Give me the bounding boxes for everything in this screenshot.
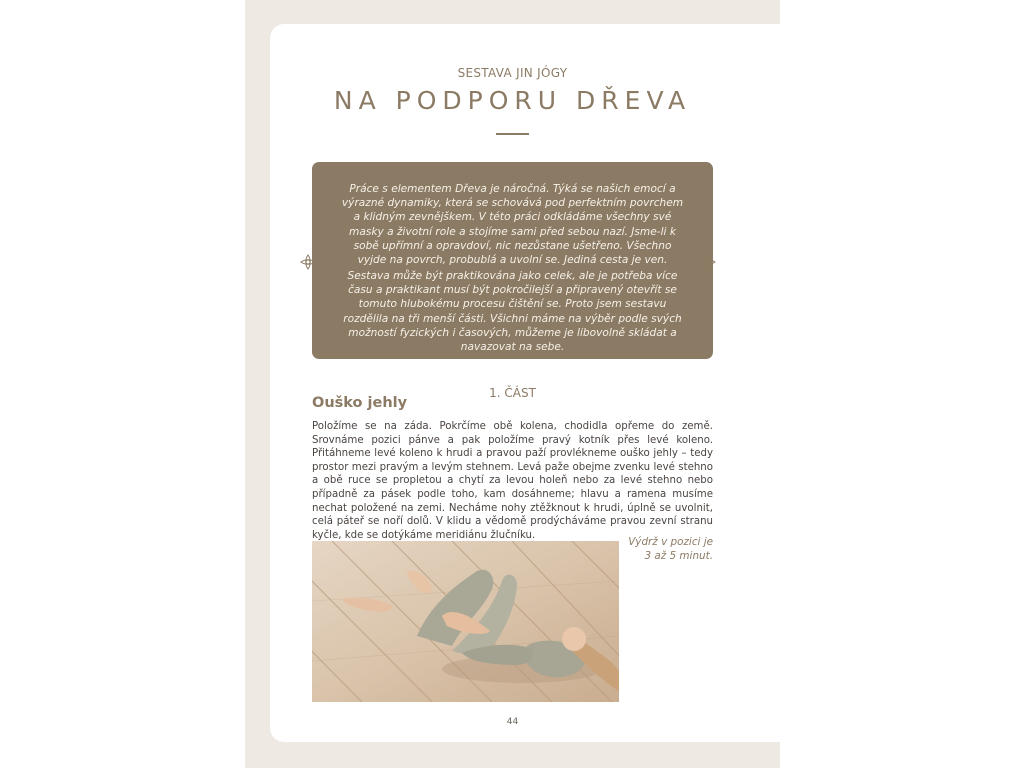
pose-heading: Ouško jehly (312, 395, 408, 411)
intro-paragraph-2: Sestava může být praktikována jako celek, ale je potřeba více času a praktikant musí být pokročilejší a připravený otevřít se tomuto hlubokému procesu čištění se. Proto jsem sestavu rozdělila na tři menší části. Všichni máme na výběr podle svých možností fyzických i časových, můžeme je libovolně skládat a navazovat na sebe. (343, 270, 682, 354)
pose-instructions: Položíme se na záda. Pokrčíme obě kolena, chodidla opřeme do země. Srovnáme pozici pánve a pak položíme pravý kotník přes levé koleno. Přitáhneme levé koleno k hrudi a pravou paží provlékneme ouško jehly – tedy prostor mezi pravým a levým stehnem. Levá paže obejme zvenku levé stehno a obě ruce se propletou a chytí za levou holeň nebo za levé stehno nebo případně za pásek podle toho, kam dosáhneme; hlavu a ramena musíme nechat položené na zemi. Necháme nohy ztěžknout k hrudi, úplně se uvolnit, celá páteř se noří dolů. V klidu a vědomě prodýcháváme pravou zevní stranu kyčle, kde se dotýkáme meridiánu žlučníku. (312, 421, 713, 541)
part-heading: 1. ČÁST (489, 386, 536, 400)
book-page (270, 24, 780, 742)
pose-photo-illustration (312, 541, 619, 702)
intro-paragraph-1: Práce s elementem Dřeva je náročná. Týká se našich emocí a výrazné dynamiky, která se schovává pod perfektním povrchem a klidným zevnějškem. V této práci odkládáme všechny své masky a životní role a stojíme sami před sebou nazí. Jsme-li k sobě upřímní a opravdoví, nic nezůstane ušetřeno. Všechno vyjde na povrch, probublá a uvolní se. Jediná cesta je ven. (341, 183, 684, 267)
hold-duration-note: Výdrž v pozici je 3 až 5 minut. (628, 536, 713, 562)
page-title: NA PODPORU DŘEVA (333, 86, 692, 115)
pose-photo (312, 541, 619, 702)
sequence-subtitle: SESTAVA JIN JÓGY (457, 66, 568, 80)
title-divider (496, 133, 529, 135)
intro-box (312, 162, 713, 359)
lotus-ornament-icon (698, 252, 718, 272)
page-number: 44 (506, 717, 519, 727)
